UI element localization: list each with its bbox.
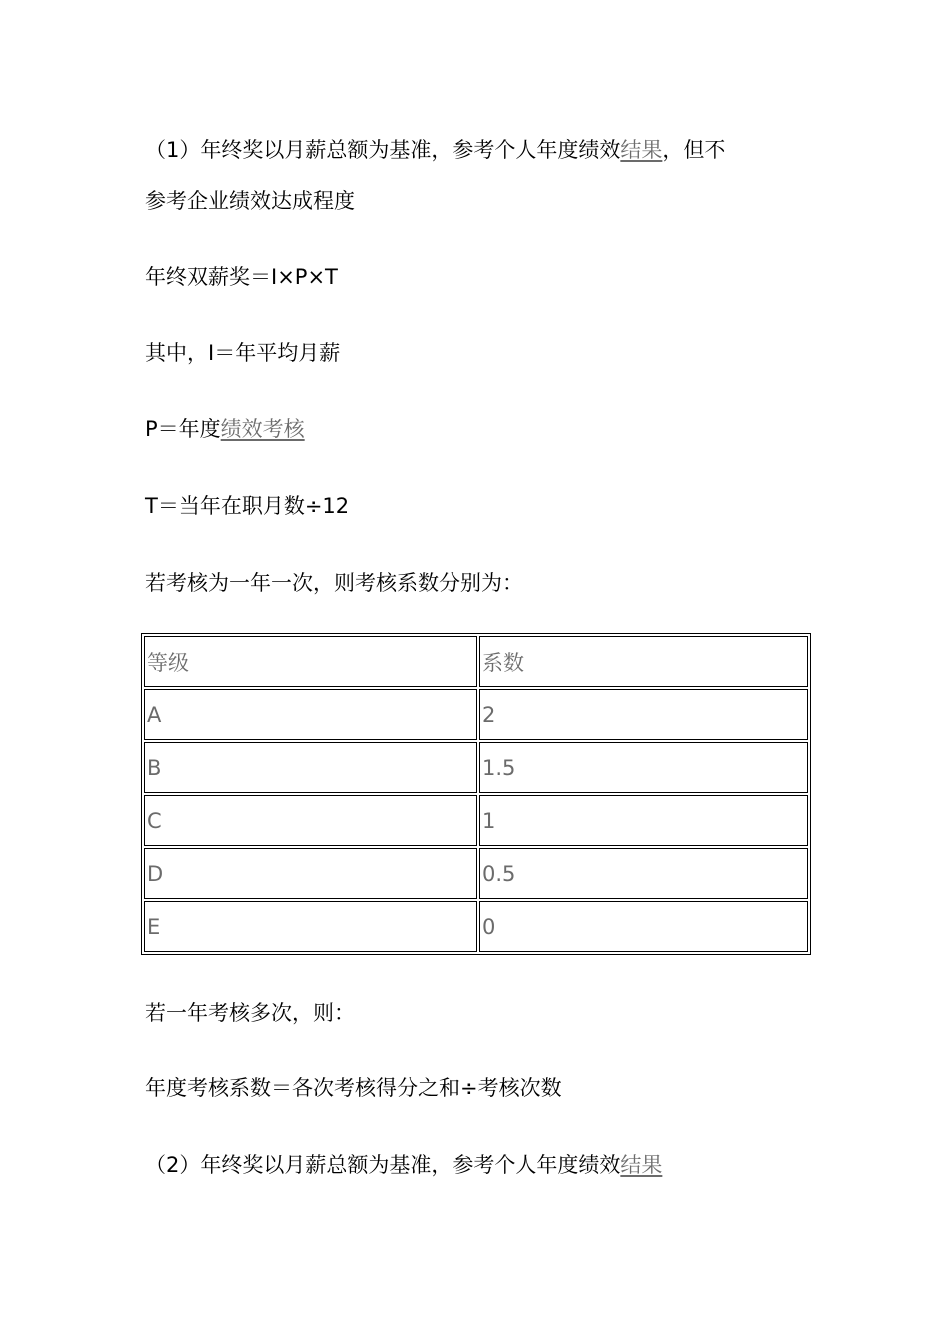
table-cell-grade: A <box>144 689 477 740</box>
table-cell-coefficient: 0 <box>479 901 808 952</box>
result-link-1[interactable]: 结果 <box>620 138 663 162</box>
definition-i: 其中，I＝年平均月薪 <box>145 341 341 365</box>
paragraph-2-prefix: （2）年终奖以月薪总额为基准，参考个人年度绩效 <box>145 1153 621 1177</box>
result-link-2[interactable]: 结果 <box>620 1153 663 1177</box>
table-row <box>144 795 808 846</box>
multiple-reviews-text: 若一年考核多次，则： <box>145 1001 355 1025</box>
table-cell-grade: C <box>144 795 477 846</box>
table-header-cell: 等级 <box>144 636 477 687</box>
table-row <box>144 742 808 793</box>
table-cell-grade: B <box>144 742 477 793</box>
definition-p-prefix: P＝年度 <box>145 417 221 441</box>
table-cell-grade: D <box>144 848 477 899</box>
table-cell-coefficient: 0.5 <box>479 848 808 899</box>
performance-review-link[interactable]: 绩效考核 <box>220 417 305 441</box>
paragraph-1-line-2: 参考企业绩效达成程度 <box>145 189 355 213</box>
definition-t: T＝当年在职月数÷12 <box>145 494 350 518</box>
paragraph-1-line-1 <box>145 135 725 165</box>
table-cell-grade: E <box>144 901 477 952</box>
paragraph-1-prefix: （1）年终奖以月薪总额为基准，参考个人年度绩效 <box>145 138 621 162</box>
once-a-year-text: 若考核为一年一次，则考核系数分别为： <box>145 571 523 595</box>
table-row <box>144 689 808 740</box>
table-cell-coefficient: 2 <box>479 689 808 740</box>
paragraph-2-line-1 <box>145 1150 662 1180</box>
table-header-cell: 系数 <box>479 636 808 687</box>
table-row <box>144 848 808 899</box>
table-cell-coefficient: 1 <box>479 795 808 846</box>
formula-line: 年终双薪奖＝I×P×T <box>145 265 338 289</box>
paragraph-1-suffix: ，但不 <box>662 138 726 162</box>
table-cell-coefficient: 1.5 <box>479 742 808 793</box>
annual-coefficient-formula: 年度考核系数＝各次考核得分之和÷考核次数 <box>145 1076 562 1100</box>
table-header-row <box>144 636 808 687</box>
table-row <box>144 901 808 952</box>
coefficient-table <box>141 633 811 955</box>
definition-p <box>145 414 305 444</box>
